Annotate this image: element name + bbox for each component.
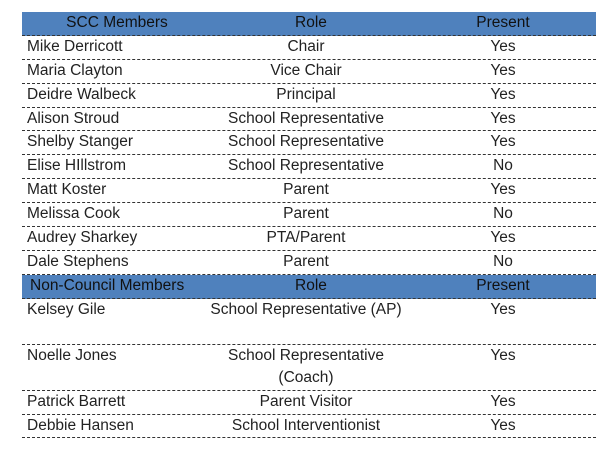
member-present: Yes bbox=[490, 229, 516, 247]
role-header: Role bbox=[295, 14, 327, 31]
member-name: Noelle Jones bbox=[27, 346, 117, 364]
table-row bbox=[22, 391, 596, 415]
table-row bbox=[22, 179, 596, 203]
member-name: Mike Derricott bbox=[27, 37, 123, 55]
member-role: School Representative (AP) bbox=[210, 300, 402, 318]
table-row bbox=[22, 155, 596, 179]
table-row bbox=[22, 203, 596, 227]
member-present: Yes bbox=[490, 61, 516, 79]
present-header: Present bbox=[476, 14, 530, 31]
member-present: Yes bbox=[490, 181, 516, 199]
member-present: Yes bbox=[490, 346, 516, 364]
present-header: Present bbox=[476, 276, 530, 294]
member-role: School Representative bbox=[228, 157, 384, 175]
table-row bbox=[22, 251, 596, 275]
table-row bbox=[22, 131, 596, 155]
member-name: Maria Clayton bbox=[27, 61, 123, 79]
table-row bbox=[22, 84, 596, 108]
member-role: Parent Visitor bbox=[259, 392, 353, 410]
member-present: No bbox=[493, 205, 513, 223]
table-row bbox=[22, 60, 596, 84]
member-role: School Representative bbox=[228, 133, 384, 151]
member-present: Yes bbox=[490, 392, 516, 410]
member-present: Yes bbox=[490, 416, 516, 434]
table-row bbox=[22, 299, 596, 345]
member-role: School Representative (Coach) bbox=[228, 346, 384, 386]
table-row bbox=[22, 36, 596, 60]
member-role: Vice Chair bbox=[270, 61, 342, 79]
member-name: Dale Stephens bbox=[27, 252, 129, 270]
table-row bbox=[22, 415, 596, 439]
member-name: Deidre Walbeck bbox=[27, 85, 136, 103]
member-name: Patrick Barrett bbox=[27, 392, 126, 410]
noncouncil-header-row bbox=[22, 275, 596, 299]
table-row bbox=[22, 345, 596, 391]
member-name: Shelby Stanger bbox=[27, 133, 133, 151]
member-name: Elise HIllstrom bbox=[27, 157, 127, 175]
member-name: Matt Koster bbox=[27, 181, 107, 199]
scc-header-row bbox=[22, 12, 596, 36]
table-row bbox=[22, 227, 596, 251]
attendance-table bbox=[22, 12, 596, 438]
member-present: Yes bbox=[490, 300, 516, 318]
member-role: Principal bbox=[276, 85, 336, 103]
member-present: Yes bbox=[490, 85, 516, 103]
member-role: Parent bbox=[283, 205, 329, 223]
table-row bbox=[22, 108, 596, 132]
member-name: Debbie Hansen bbox=[27, 416, 134, 434]
role-header: Role bbox=[295, 276, 327, 294]
member-role: PTA/Parent bbox=[266, 229, 346, 247]
member-present: Yes bbox=[490, 37, 516, 55]
member-role: Parent bbox=[283, 252, 329, 270]
member-present: No bbox=[493, 252, 513, 270]
scc-members-header: SCC Members bbox=[66, 14, 168, 31]
member-role: Parent bbox=[283, 181, 329, 199]
noncouncil-members-header: Non-Council Members bbox=[30, 276, 185, 294]
member-name: Kelsey Gile bbox=[27, 300, 106, 318]
member-present: Yes bbox=[490, 133, 516, 151]
member-name: Alison Stroud bbox=[27, 109, 120, 127]
member-name: Audrey Sharkey bbox=[27, 229, 138, 247]
member-role: School Interventionist bbox=[231, 416, 381, 434]
member-role: Chair bbox=[287, 37, 325, 55]
member-name: Melissa Cook bbox=[27, 205, 121, 223]
member-role: School Representative bbox=[228, 109, 384, 127]
member-present: Yes bbox=[490, 109, 516, 127]
member-present: No bbox=[493, 157, 513, 175]
